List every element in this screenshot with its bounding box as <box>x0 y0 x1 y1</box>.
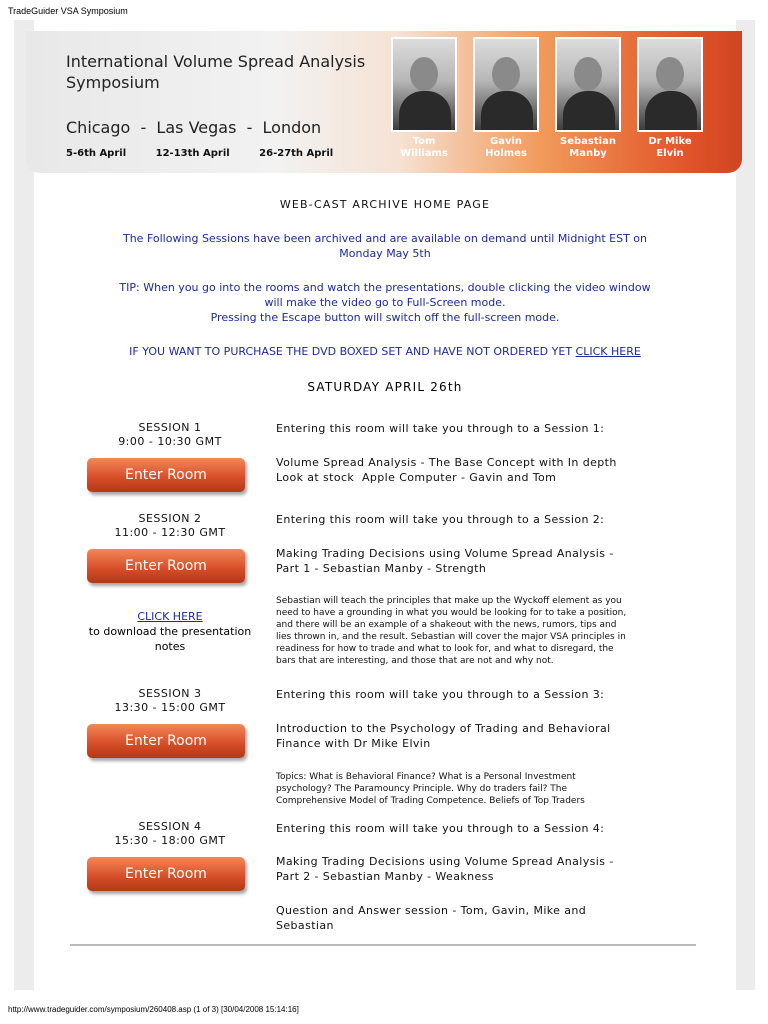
purchase-dvd-link[interactable]: CLICK HERE <box>575 345 641 358</box>
speaker-photo <box>555 37 621 132</box>
enter-room-session-4-button[interactable]: Enter Room <box>87 857 245 891</box>
banner-date-las-vegas: 12-13th April <box>155 148 230 159</box>
download-notes: CLICK HERE to download the presentation notes <box>70 609 270 654</box>
banner-cities: Chicago - Las Vegas - London <box>66 118 322 137</box>
print-header: TradeGuider VSA Symposium <box>8 6 128 16</box>
banner-title-line2: Symposium <box>66 73 160 92</box>
session-3-header: SESSION 3 13:30 - 15:00 GMT <box>114 687 226 714</box>
banner-title <box>66 51 365 93</box>
enter-room-session-3-button[interactable]: Enter Room <box>87 724 245 758</box>
speaker-gavin-holmes <box>470 37 542 160</box>
fullscreen-tip: TIP: When you go into the rooms and watch the presentations, double clicking the video window will make the video go to Full-Screen mode. Pressing the Escape button will switch off the full-screen mode. <box>119 281 651 324</box>
session-1-header: SESSION 1 9:00 - 10:30 GMT <box>118 421 222 448</box>
day-heading: SATURDAY APRIL 26th <box>307 380 463 394</box>
speaker-sebastian-manby <box>552 37 624 160</box>
speaker-name: Dr Mike Elvin <box>648 136 692 159</box>
speaker-name: Tom Williams <box>400 136 448 159</box>
speaker-mike-elvin <box>634 37 706 160</box>
session-1-title: Volume Spread Analysis - The Base Concept with In depth Look at stock Apple Computer - Gavin and Tom <box>276 456 617 484</box>
print-footer: http://www.tradeguider.com/symposium/260408.asp (1 of 3) [30/04/2008 15:14:16] <box>8 1005 299 1014</box>
banner-dates <box>66 148 359 159</box>
download-notes-link[interactable]: CLICK HERE <box>137 610 203 623</box>
speaker-name: Gavin Holmes <box>485 136 527 159</box>
symposium-banner <box>26 31 742 173</box>
purchase-notice: IF YOU WANT TO PURCHASE THE DVD BOXED SET AND HAVE NOT ORDERED YET CLICK HERE <box>129 345 641 358</box>
speaker-photo <box>391 37 457 132</box>
banner-date-london: 26-27th April <box>259 148 334 159</box>
enter-room-session-1-button[interactable]: Enter Room <box>87 458 245 492</box>
page-title: WEB-CAST ARCHIVE HOME PAGE <box>279 198 491 211</box>
bottom-divider <box>70 944 696 946</box>
speaker-photo <box>637 37 703 132</box>
session-4-header: SESSION 4 15:30 - 18:00 GMT <box>114 820 226 847</box>
session-3-intro: Entering this room will take you through to a Session 3: <box>276 688 605 701</box>
session-2-intro: Entering this room will take you through to a Session 2: <box>276 513 605 526</box>
session-3-title: Introduction to the Psychology of Trading and Behavioral Finance with Dr Mike Elvin <box>276 722 611 750</box>
speaker-name: Sebastian Manby <box>560 136 616 159</box>
speaker-tom-williams <box>388 37 460 160</box>
banner-date-chicago: 5-6th April <box>66 148 127 159</box>
session-2-details: Sebastian will teach the principles that make up the Wyckoff element as you need to have a grounding in what you would be looking for to take a position, and there will be an example of a shakeout with the news, rumors, tips and lies thrown in, and the result. Sebastian will cover the major VSA principles in readiness for how to trade and what to look for, and what to disregard, the bars that are interesting, and those that are not and why not. <box>276 596 627 666</box>
session-1-intro: Entering this room will take you through to a Session 1: <box>276 422 605 435</box>
archive-notice: The Following Sessions have been archived and are available on demand until Midnight EST on Monday May 5th <box>122 232 647 260</box>
session-3-details: Topics: What is Behavioral Finance? What is a Personal Investment psychology? The Paramouncy Principle. Why do traders fail? The Comprehensive Model of Trading Competence. Beliefs of Top Traders <box>276 772 585 806</box>
session-4-qa: Question and Answer session - Tom, Gavin, Mike and Sebastian <box>276 904 587 932</box>
session-4-intro: Entering this room will take you through to a Session 4: <box>276 822 605 835</box>
speaker-photo <box>473 37 539 132</box>
session-2-header: SESSION 2 11:00 - 12:30 GMT <box>114 512 226 539</box>
session-2-title: Making Trading Decisions using Volume Spread Analysis - Part 1 - Sebastian Manby - Strength <box>276 547 614 575</box>
enter-room-session-2-button[interactable]: Enter Room <box>87 549 245 583</box>
banner-title-line1: International Volume Spread Analysis <box>66 52 366 71</box>
session-4-title: Making Trading Decisions using Volume Spread Analysis - Part 2 - Sebastian Manby - Weakness <box>276 855 614 883</box>
